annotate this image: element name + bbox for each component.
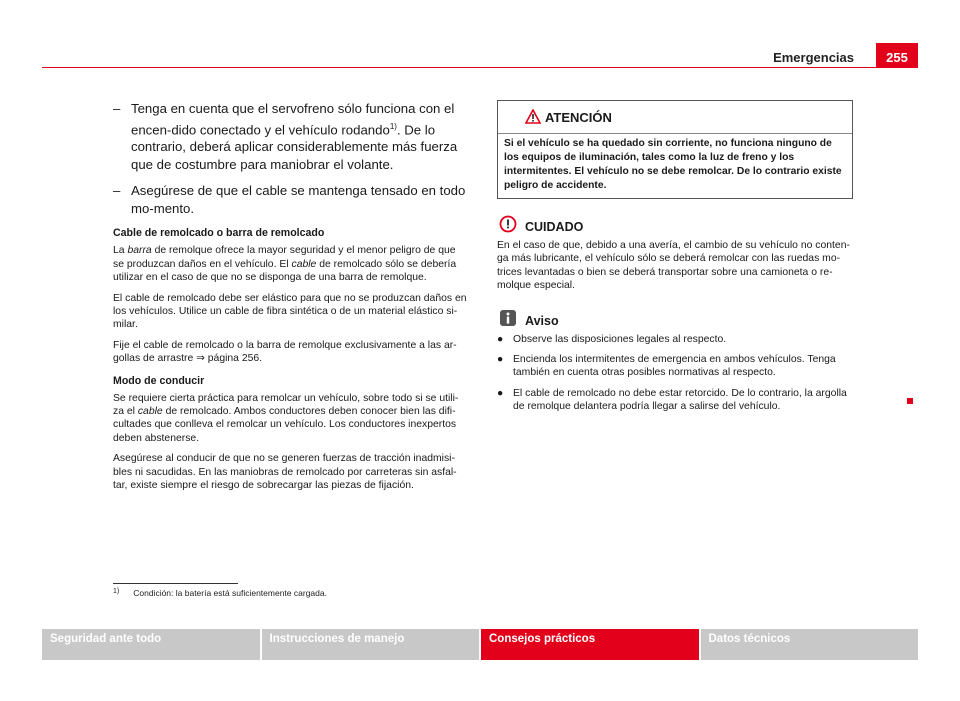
header-rule — [42, 67, 918, 68]
list-item-text: Encienda los intermitentes de emergencia en ambos vehículos. Tenga también en cuenta otras posibles normativas al respecto. — [513, 354, 836, 379]
section-heading: Cable de remolcado o barra de remolcado — [113, 227, 325, 240]
page-number: 255 — [876, 43, 918, 68]
footer-nav — [42, 629, 918, 660]
footnote-text: Condición: la batería está suficientemente cargada. — [133, 588, 327, 598]
paragraph — [113, 244, 468, 284]
bullet-icon: ● — [497, 354, 504, 366]
emphasis: cable — [137, 406, 163, 418]
list-item — [497, 353, 853, 380]
dash-marker: – — [113, 101, 121, 116]
paragraph — [113, 392, 468, 446]
emphasis: barra — [127, 245, 152, 257]
text: de remolcado. Ambos conductores deben conocer bien las difi-cultades que conlleva el remolcar un vehículo. Los conductores inexpertos deben abstenerse. — [113, 406, 457, 444]
emphasis: cable — [291, 258, 317, 270]
info-note-icon — [499, 309, 517, 327]
caution-icon — [499, 215, 517, 233]
section-title: Emergencias — [773, 50, 854, 65]
footnote-rule — [113, 583, 238, 584]
list-item-text: Asegúrese de que el cable se mantenga tensado en todo mo-mento. — [131, 183, 466, 216]
footnote-mark: 1) — [113, 588, 120, 595]
list-item — [113, 182, 468, 217]
text: de remolcado sólo se debería utilizar en el caso de que no se disponga de una barra de remolque. — [113, 258, 457, 284]
bullet-icon: ● — [497, 333, 504, 345]
footer-tab-seguridad[interactable]: Seguridad ante todo — [42, 629, 260, 660]
dash-marker: – — [113, 183, 121, 199]
warning-triangle-icon — [525, 109, 541, 124]
text: La — [113, 245, 128, 257]
list-item-text: El cable de remolcado no debe estar retorcido. De lo contrario, la argolla de remolque delantera podría llegar a salirse del vehículo. — [513, 387, 847, 413]
list-item — [497, 387, 853, 414]
footer-tab-datos[interactable]: Datos técnicos — [701, 629, 919, 660]
section-end-marker — [907, 398, 913, 404]
paragraph: El cable de remolcado debe ser elástico para que no se produzcan daños en los vehículos. Utilice un cable de fibra sintética o de un material elástico si-milar. — [113, 292, 467, 331]
warning-box — [497, 100, 853, 199]
warning-header — [498, 101, 852, 134]
footer-tab-consejos[interactable]: Consejos prácticos — [481, 629, 699, 660]
list-item-text: . De lo contrario, deberá aplicar considerablemente más fuerza que de costumbre para maniobrar el volante. — [131, 121, 458, 172]
paragraph: Fije el cable de remolcado o la barra de remolque exclusivamente a las ar-gollas de arrastre ⇒ página 256. — [113, 339, 457, 365]
paragraph: Asegúrese al conducir de que no se generen fuerzas de tracción inadmisi-bles ni sacudidas. En las maniobras de remolcado por carreteras sin asfal-tar, existe siempre el riesgo de sobrecargar las piezas de fijación. — [113, 453, 457, 492]
note-header — [497, 309, 853, 333]
text: Se requiere cierta práctica para remolcar un vehículo, sobre todo si se utili-za el — [113, 392, 459, 418]
section-heading: Modo de conducir — [113, 374, 205, 387]
text: de remolque ofrece la mayor seguridad y el menor peligro de que se produzcan daños en el vehículo. El — [113, 245, 456, 270]
footer-tab-instrucciones[interactable]: Instrucciones de manejo — [262, 629, 480, 660]
footnote-ref[interactable]: 1) — [389, 121, 397, 131]
list-item-text: Tenga en cuenta que el servofreno sólo funciona con el encen-dido conectado y el vehículo rodando — [131, 101, 455, 137]
caution-header — [497, 215, 853, 239]
list-item — [113, 100, 468, 173]
bullet-icon: ● — [497, 387, 504, 399]
note-title: Aviso — [525, 313, 559, 328]
left-column — [113, 100, 468, 499]
list-item — [497, 333, 853, 346]
note-list — [497, 333, 853, 414]
caution-text: En el caso de que, debido a una avería, el cambio de su vehículo no conten-ga más lubricante, el vehículo sólo se deberá remolcar con las ruedas mo-trices levantadas o bien se deberá transportar sobre una camioneta o re-molque especial. — [497, 240, 850, 292]
right-column — [497, 100, 853, 421]
list-item-text: Observe las disposiciones legales al respecto. — [513, 333, 727, 345]
warning-text: Si el vehículo se ha quedado sin corriente, no funciona ninguno de los equipos de iluminación, tales como la luz de freno y los intermitentes. El vehículo no se debe remolcar. De lo contrario existe peligro de accidente. — [504, 138, 842, 191]
footnote — [113, 588, 327, 598]
warning-title: ATENCIÓN — [545, 110, 612, 125]
caution-title: CUIDADO — [525, 220, 584, 234]
